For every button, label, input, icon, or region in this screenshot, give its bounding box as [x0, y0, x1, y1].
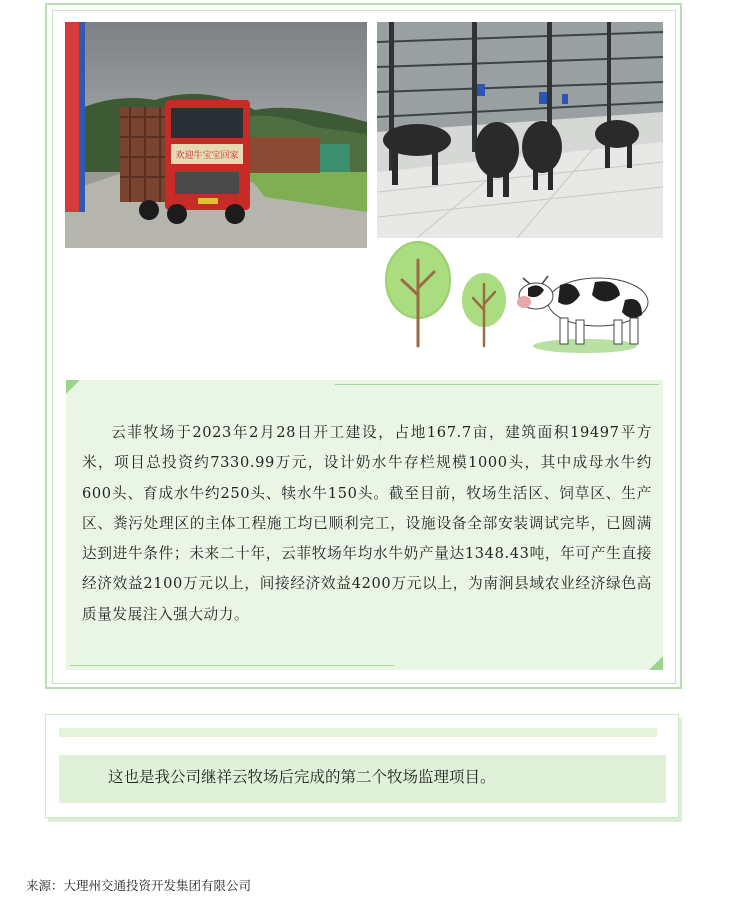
trees-and-cow-illustration	[380, 240, 670, 360]
truck-photo	[65, 22, 367, 248]
source-credit: 来源：大理州交通投资开发集团有限公司	[26, 879, 252, 893]
note-text: 这也是我公司继祥云牧场后完成的第二个牧场监理项目。	[108, 769, 496, 786]
panel-divider	[335, 384, 659, 385]
note-decoration-strip	[59, 728, 657, 737]
panel-divider	[70, 665, 394, 666]
truck-banner-text: 欢迎牛宝宝回家	[175, 151, 239, 161]
panel-corner-decoration	[649, 656, 663, 670]
panel-corner-decoration	[66, 380, 80, 394]
barn-cattle-photo	[377, 22, 663, 238]
article-paragraph: 云菲牧场于2023年2月28日开工建设，占地167.7亩，建筑面积19497平方米，项目总投资约7330.99万元，设计奶水牛存栏规模1000头，其中成母水牛约600头、育成水牛约250头、犊水牛150头。截至目前，牧场生活区、饲草区、生产区、粪污处理区的主体工程施工均已顺利完工，设施设备全部安装调试完毕，已圆满达到进牛条件；未来二十年，云菲牧场年均水牛奶产量达1348.43吨，年可产生直接经济效益2100万元以上，间接经济效益4200万元以上，为南涧县域农业经济绿色高质量发展注入强大动力。	[82, 424, 652, 623]
